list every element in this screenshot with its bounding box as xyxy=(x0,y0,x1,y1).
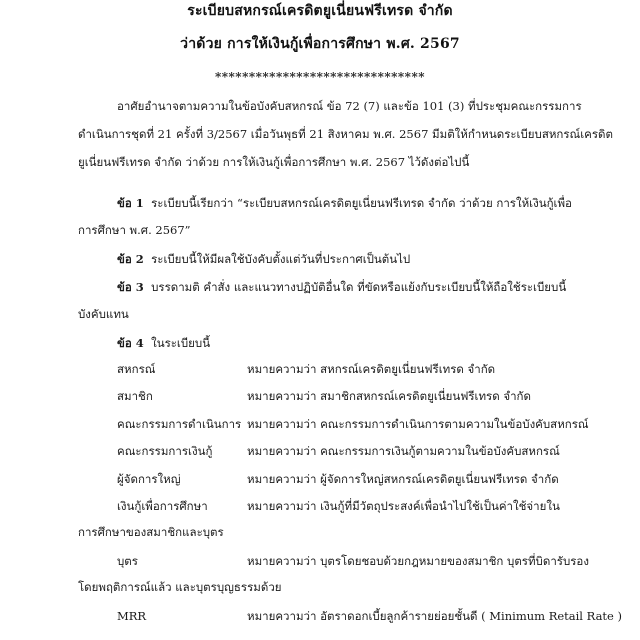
definition-term: สมาชิก xyxy=(117,389,153,403)
definition-term: ผู้จัดการใหญ่ xyxy=(117,472,181,486)
definition-term: บุตร xyxy=(117,554,138,568)
definition-continuation: โดยพฤติการณ์แล้ว และบุตรบุญธรรมด้วย xyxy=(78,580,282,594)
definition-meaning: หมายความว่า เงินกู้ที่มีวัตถุประสงค์เพื่อนำไปใช้เป็นค่าใช้จ่ายใน xyxy=(247,499,560,513)
clause-4 xyxy=(117,335,210,351)
clause-1-text: ระเบียบนี้เรียกว่า “ระเบียบสหกรณ์เครดิตยูเนี่ยนฟรีเทรด จำกัด ว่าด้วย การให้เงินกู้เพื่อ xyxy=(151,196,572,210)
title-line-2: ว่าด้วย การให้เงินกู้เพื่อการศึกษา พ.ศ. 2567 xyxy=(180,36,460,52)
definition-meaning: หมายความว่า อัตราดอกเบี้ยลูกค้ารายย่อยชั้นดี ( Minimum Retail Rate ) xyxy=(247,609,622,623)
definition-meaning: หมายความว่า สหกรณ์เครดิตยูเนี่ยนฟรีเทรด จำกัด xyxy=(247,362,496,376)
separator-stars: ******************************* xyxy=(214,70,426,84)
preamble-line-1: อาศัยอำนาจตามความในข้อบังคับสหกรณ์ ข้อ 72 (7) และข้อ 101 (3) ที่ประชุมคณะกรรมการ xyxy=(117,99,582,113)
definition-term: สหกรณ์ xyxy=(117,362,156,376)
definition-term: MRR xyxy=(117,609,147,623)
clause-2-label: ข้อ 2 xyxy=(117,252,144,266)
clause-3-label: ข้อ 3 xyxy=(117,280,144,294)
definition-meaning: หมายความว่า สมาชิกสหกรณ์เครดิตยูเนี่ยนฟรีเทรด จำกัด xyxy=(247,389,531,403)
definition-term: คณะกรรมการเงินกู้ xyxy=(117,444,213,458)
clause-3-text: บรรดามติ คำสั่ง และแนวทางปฏิบัติอื่นใด ที่ขัดหรือแย้งกับระเบียบนี้ให้ถือใช้ระเบียบนี้ xyxy=(151,280,567,294)
definition-meaning: หมายความว่า บุตรโดยชอบด้วยกฎหมายของสมาชิก บุตรที่บิดารับรอง xyxy=(247,554,589,568)
clause-1-continuation: การศึกษา พ.ศ. 2567” xyxy=(78,223,191,237)
clause-4-label: ข้อ 4 xyxy=(117,336,144,350)
definition-meaning: หมายความว่า คณะกรรมการดำเนินการตามความในข้อบังคับสหกรณ์ xyxy=(247,417,589,431)
clause-4-text: ในระเบียบนี้ xyxy=(151,336,211,350)
definition-term: คณะกรรมการดำเนินการ xyxy=(117,417,242,431)
clause-1-label: ข้อ 1 xyxy=(117,196,144,210)
definition-meaning: หมายความว่า คณะกรรมการเงินกู้ตามความในข้อบังคับสหกรณ์ xyxy=(247,444,560,458)
clause-3-continuation: บังคับแทน xyxy=(78,307,129,321)
clause-3 xyxy=(117,279,566,295)
definition-meaning: หมายความว่า ผู้จัดการใหญ่สหกรณ์เครดิตยูเนี่ยนฟรีเทรด จำกัด xyxy=(247,472,559,486)
preamble-line-3: ยูเนี่ยนฟรีเทรด จำกัด ว่าด้วย การให้เงินกู้เพื่อการศึกษา พ.ศ. 2567 ไว้ดังต่อไปนี้ xyxy=(78,155,470,169)
title-line-1: ระเบียบสหกรณ์เครดิตยูเนี่ยนฟรีเทรด จำกัด xyxy=(187,3,453,19)
preamble-line-2: ดำเนินการชุดที่ 21 ครั้งที่ 3/2567 เมื่อวันพุธที่ 21 สิงหาคม พ.ศ. 2567 มีมติให้กำหนดระเบียบสหกรณ์เครดิต xyxy=(78,127,613,141)
clause-1 xyxy=(117,195,572,211)
clause-2-text: ระเบียบนี้ให้มีผลใช้บังคับตั้งแต่วันที่ประกาศเป็นต้นไป xyxy=(151,252,411,266)
clause-2 xyxy=(117,251,410,267)
definition-term: เงินกู้เพื่อการศึกษา xyxy=(117,499,208,513)
definition-continuation: การศึกษาของสมาชิกและบุตร xyxy=(78,525,224,539)
